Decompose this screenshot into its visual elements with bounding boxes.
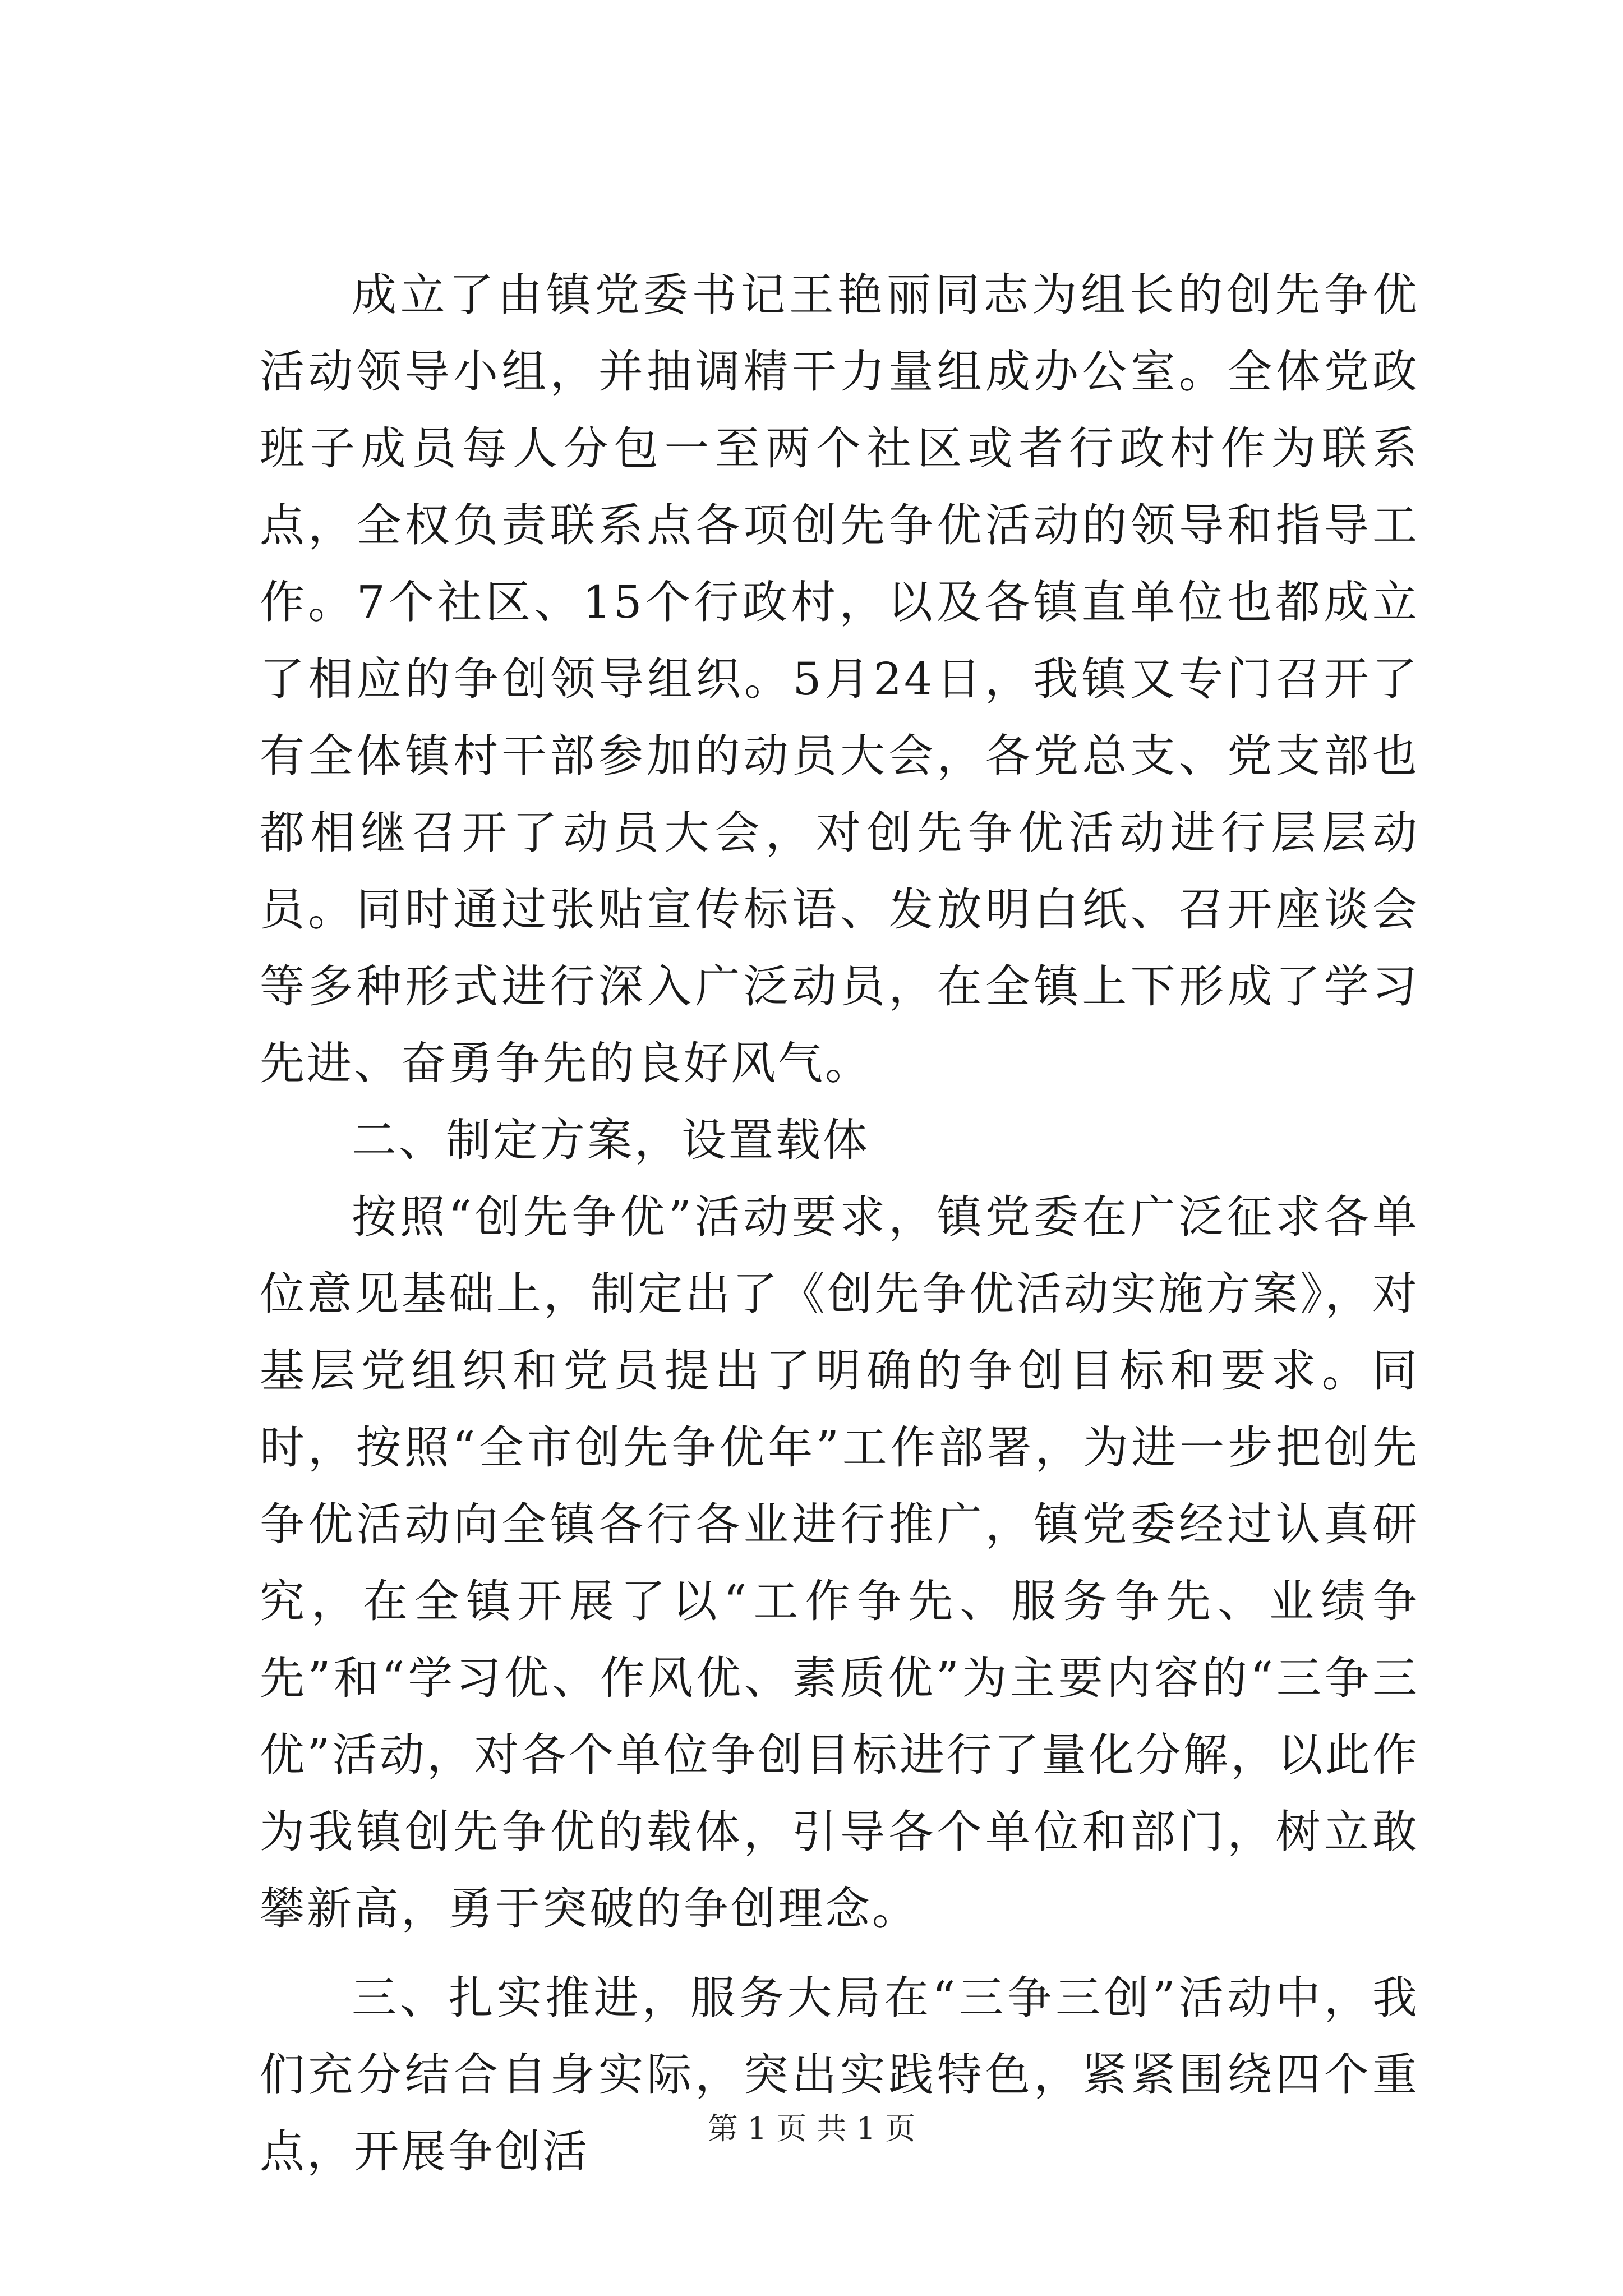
paragraph-section-three: 三、扎实推进，服务大局在“三争三创”活动中，我们充分结合自身实际，突出实践特色，紧紧围绕四个重点，开展争创活 (260, 1972, 1419, 2178)
paragraph-plan-carrier: 按照“创先争优”活动要求，镇党委在广泛征求各单位意见基础上，制定出了《创先争优活动实施方案》，对基层党组织和党员提出了明确的争创目标和要求。同时，按照“全市创先争优年”工作部署，为进一步把创先争优活动向全镇各行各业进行推广，镇党委经过认真研究，在全镇开展了以“工作争先、服务争先、业绩争先”和“学习优、作风优、素质优”为主要内容的“三争三优”活动，对各个单位争创目标进行了量化分解，以此作为我镇创先争优的载体，引导各个单位和部门，树立敢攀新高，勇于突破的争创理念。 (260, 1191, 1419, 1935)
document-body (260, 256, 1419, 2190)
paragraph-leadership-group: 成立了由镇党委书记王艳丽同志为组长的创先争优活动领导小组，并抽调精干力量组成办公室。全体党政班子成员每人分包一至两个社区或者行政村作为联系点，全权负责联系点各项创先争优活动的领导和指导工作。7个社区、15个行政村，以及各镇直单位也都成立了相应的争创领导组织。5月24日，我镇又专门召开了有全体镇村干部参加的动员大会，各党总支、党支部也都相继召开了动员大会，对创先争优活动进行层层动员。同时通过张贴宣传标语、发放明白纸、召开座谈会等多种形式进行深入广泛动员，在全镇上下形成了学习先进、奋勇争先的良好风气。 (260, 269, 1419, 1089)
page-footer: 第 1 页 共 1 页 (707, 2111, 916, 2146)
heading-section-two: 二、制定方案，设置载体 (352, 1114, 870, 1166)
